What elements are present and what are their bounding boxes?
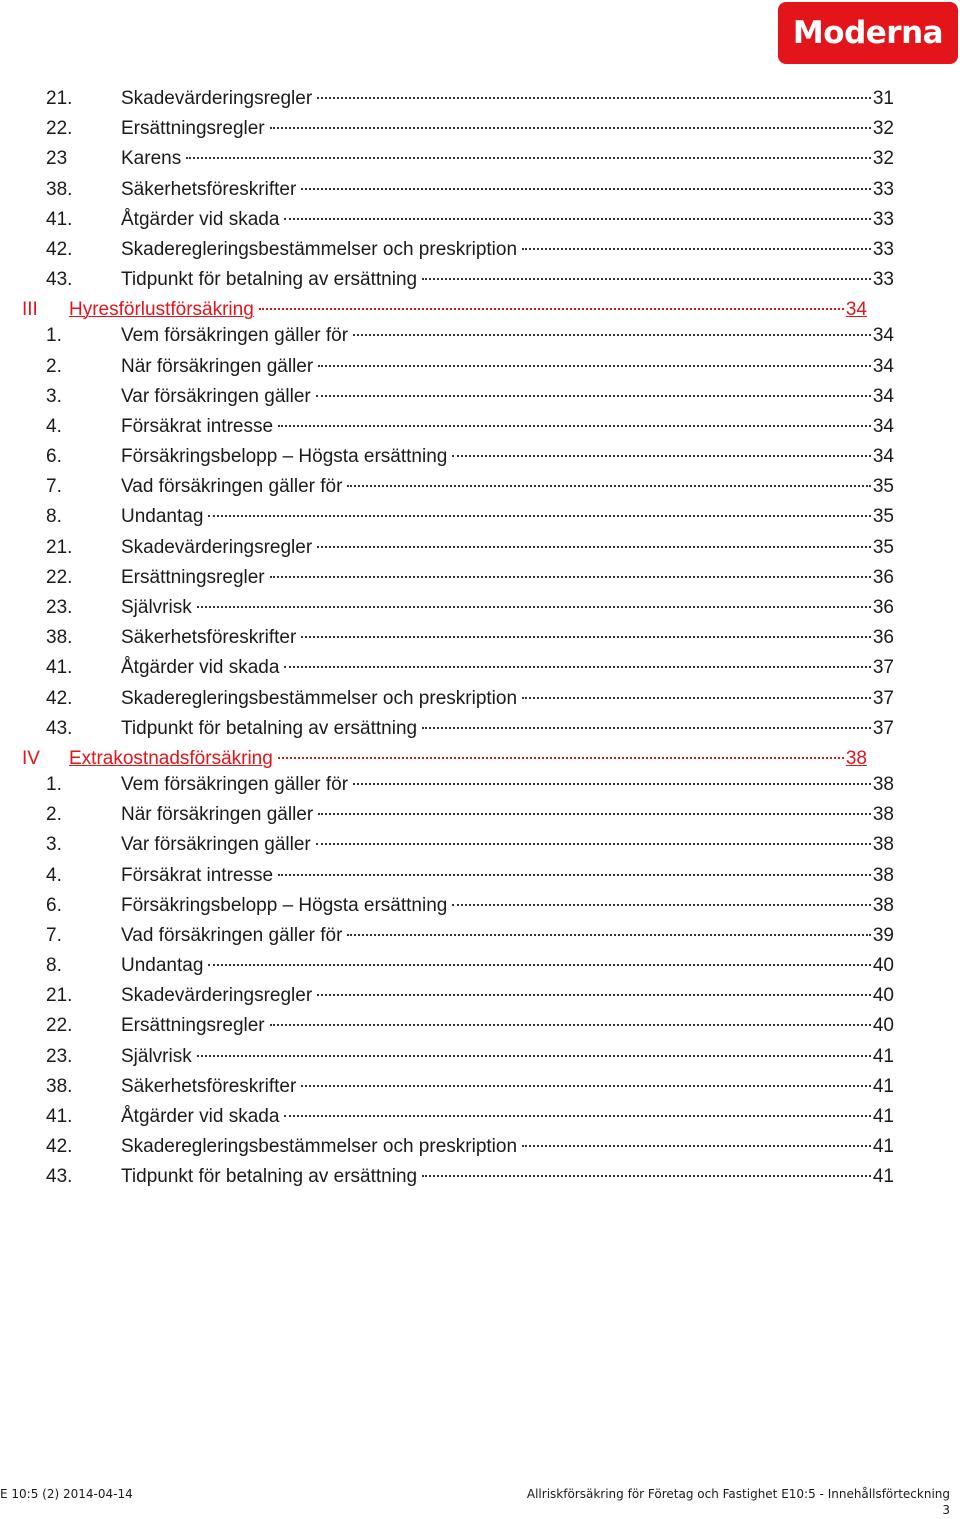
toc-entry-page: 34 (872, 446, 894, 468)
toc-entry-link[interactable] (0, 205, 960, 235)
toc-dot-leader (270, 1024, 871, 1026)
toc-entry-number: 8. (46, 506, 62, 528)
toc-entry-line (121, 205, 894, 235)
toc-entry-number: 38. (46, 1075, 73, 1097)
toc-entry-number: 38. (46, 627, 73, 649)
toc-dot-leader (353, 783, 871, 785)
toc-entry-page: 35 (872, 536, 894, 558)
toc-entry-line (121, 800, 894, 830)
toc-entry-link[interactable] (0, 472, 960, 502)
toc-entry-line (121, 1102, 894, 1132)
toc-entry-number: 4. (46, 864, 62, 886)
toc-dot-leader (318, 365, 871, 367)
toc-dot-leader (284, 218, 870, 220)
toc-dot-leader (270, 576, 871, 578)
toc-entry-line (121, 114, 894, 144)
toc-entry-link[interactable] (0, 352, 960, 382)
toc-entry-page: 39 (872, 924, 894, 946)
toc-entry-number: 42. (46, 1136, 73, 1158)
toc-entry-line (121, 84, 894, 114)
toc-entry-title: Vem försäkringen gäller för (121, 773, 349, 795)
toc-entry-title: Åtgärder vid skada (121, 208, 280, 230)
toc-dot-leader (347, 934, 870, 936)
toc-entry-line (121, 714, 894, 744)
toc-entry-line (121, 770, 894, 800)
toc-entry-title: Skaderegleringsbestämmelser och preskription (121, 687, 518, 709)
toc-entry-number: 42. (46, 687, 73, 709)
toc-entry-number: 43. (46, 717, 73, 739)
toc-dot-leader (316, 843, 871, 845)
toc-entry-number: 7. (46, 476, 62, 498)
toc-entry-number: 1. (46, 773, 62, 795)
toc-entry-link[interactable] (0, 563, 960, 593)
toc-entry-page: 33 (872, 178, 894, 200)
toc-entry-link[interactable] (0, 1162, 960, 1192)
toc-entry-title: Åtgärder vid skada (121, 657, 280, 679)
toc-entry-number: 6. (46, 894, 62, 916)
toc-entry-page: 38 (872, 864, 894, 886)
toc-dot-leader (284, 1115, 870, 1117)
toc-entry-title: Extrakostnadsförsäkring (69, 747, 273, 769)
toc-dot-leader (278, 874, 871, 876)
toc-entry-number: 1. (46, 325, 62, 347)
toc-entry-page: 41 (872, 1075, 894, 1097)
toc-entry-number: 4. (46, 415, 62, 437)
toc-entry-link[interactable] (0, 684, 960, 714)
toc-entry-title: Ersättningsregler (121, 118, 265, 140)
toc-dot-leader (197, 1055, 871, 1057)
toc-entry-number: 41. (46, 208, 73, 230)
toc-entry-title: Säkerhetsföreskrifter (121, 178, 297, 200)
toc-entry-page: 34 (872, 385, 894, 407)
toc-dot-leader (284, 666, 870, 668)
toc-dot-leader (316, 395, 871, 397)
toc-entry-link[interactable] (0, 1042, 960, 1072)
toc-entry-line (121, 1042, 894, 1072)
toc-entry-line (121, 593, 894, 623)
toc-entry-number: 8. (46, 955, 62, 977)
toc-dot-leader (278, 757, 844, 759)
toc-entry-link[interactable] (0, 981, 960, 1011)
toc-entry-link[interactable] (0, 1011, 960, 1041)
toc-entry-link[interactable] (0, 235, 960, 265)
toc-entry-link[interactable] (0, 951, 960, 981)
toc-entry-link[interactable] (0, 770, 960, 800)
toc-entry-link[interactable] (0, 921, 960, 951)
toc-entry-line (121, 623, 894, 653)
toc-entry-page: 34 (872, 415, 894, 437)
toc-entry-page: 36 (872, 597, 894, 618)
toc-entry-title: Försäkringsbelopp – Högsta ersättning (121, 446, 448, 468)
toc-entry-title: Skaderegleringsbestämmelser och preskription (121, 238, 518, 260)
toc-entry-title: Undantag (121, 506, 204, 528)
toc-entry-page: 33 (872, 269, 894, 291)
toc-entry-link[interactable] (0, 1072, 960, 1102)
toc-entry-line (121, 265, 894, 295)
toc-entry-page: 35 (872, 476, 894, 498)
toc-dot-leader (522, 1145, 871, 1147)
toc-entry-page: 38 (872, 894, 894, 916)
toc-entry-title: Självrisk (121, 1045, 192, 1067)
toc-entry-number: 21. (46, 985, 73, 1007)
toc-entry-line (121, 1011, 894, 1041)
toc-entry-line (121, 175, 894, 205)
toc-entry-title: Tidpunkt för betalning av ersättning (121, 269, 418, 291)
toc-entry-title: Skaderegleringsbestämmelser och preskription (121, 1136, 518, 1158)
toc-entry-title: Ersättningsregler (121, 1015, 265, 1037)
toc-entry-link[interactable] (0, 593, 960, 623)
toc-dot-leader (301, 1085, 871, 1087)
toc-entry-line (121, 321, 894, 351)
toc-entry-page: 32 (872, 118, 894, 140)
toc-entry-title: Skadevärderingsregler (121, 536, 313, 558)
toc-entry-page: 40 (872, 1015, 894, 1037)
toc-entry-link[interactable] (0, 144, 960, 174)
toc-dot-leader (301, 188, 871, 190)
toc-entry-title: När försäkringen gäller (121, 355, 314, 377)
toc-entry-page: 34 (845, 299, 867, 321)
toc-entry-line (121, 653, 894, 683)
toc-entry-page: 38 (872, 773, 894, 795)
toc-entry-number: 22. (46, 1015, 73, 1037)
toc-entry-title: Tidpunkt för betalning av ersättning (121, 717, 418, 739)
toc-dot-leader (422, 727, 871, 729)
footer-document-title: Allriskförsäkring för Företag och Fastighet E10:5 - Innehållsförteckning (526, 1487, 950, 1501)
toc-entry-title: Vem försäkringen gäller för (121, 325, 349, 347)
toc-dot-leader (186, 157, 871, 159)
toc-entry-line (121, 442, 894, 472)
toc-entry-page: 32 (872, 148, 894, 170)
toc-entry-title: Karens (121, 148, 182, 170)
toc-entry-number: 22. (46, 118, 73, 140)
toc-dot-leader (270, 127, 871, 129)
toc-entry-page: 41 (872, 1136, 894, 1158)
toc-entry-link[interactable] (0, 1102, 960, 1132)
toc-entry-number: 21. (46, 88, 73, 109)
toc-entry-line (121, 1072, 894, 1102)
toc-entry-link[interactable] (0, 800, 960, 830)
toc-entry-number: 6. (46, 446, 62, 468)
toc-entry-title: Var försäkringen gäller (121, 385, 311, 407)
toc-entry-link[interactable] (0, 114, 960, 144)
toc-entry-title: Säkerhetsföreskrifter (121, 627, 297, 649)
toc-entry-line (121, 1132, 894, 1162)
toc-entry-link[interactable] (0, 175, 960, 205)
page-number: 3 (942, 1503, 950, 1517)
toc-entry-page: 37 (872, 687, 894, 709)
toc-entry-title: Skadevärderingsregler (121, 985, 313, 1007)
toc-entry-number: 2. (46, 804, 62, 826)
toc-entry-number: 23. (46, 597, 73, 618)
toc-entry-line (121, 861, 894, 891)
toc-entry-page: 40 (872, 985, 894, 1007)
toc-entry-title: Skadevärderingsregler (121, 88, 313, 109)
toc-entry-link[interactable] (0, 412, 960, 442)
toc-dot-leader (259, 308, 844, 310)
toc-entry-page: 38 (845, 747, 867, 769)
toc-dot-leader (452, 904, 871, 906)
toc-entry-page: 35 (872, 506, 894, 528)
toc-dot-leader (318, 813, 871, 815)
toc-entry-page: 33 (872, 208, 894, 230)
toc-entry-line (121, 144, 894, 174)
footer-document-code: E 10:5 (2) 2014-04-14 (0, 1487, 133, 1501)
toc-entry-line (121, 235, 894, 265)
toc-entry-link[interactable] (0, 265, 960, 295)
toc-entry-number: IV (22, 747, 40, 769)
toc-entry-line (121, 684, 894, 714)
toc-dot-leader (208, 515, 870, 517)
toc-entry-line (121, 412, 894, 442)
toc-entry-number: 22. (46, 566, 73, 588)
toc-entry-number: III (22, 299, 38, 321)
toc-entry-title: Självrisk (121, 597, 192, 618)
toc-dot-leader (278, 425, 871, 427)
toc-entry-line (121, 563, 894, 593)
toc-entry-number: 7. (46, 924, 62, 946)
toc-entry-line (121, 502, 894, 532)
toc-entry-line (121, 981, 894, 1011)
toc-entry-link[interactable] (0, 533, 960, 563)
toc-entry-number: 3. (46, 834, 62, 856)
toc-entry-link[interactable] (0, 1132, 960, 1162)
toc-entry-line (121, 921, 894, 951)
toc-entry-page: 34 (872, 355, 894, 377)
toc-dot-leader (353, 334, 871, 336)
toc-entry-page: 37 (872, 717, 894, 739)
toc-entry-line (121, 830, 894, 860)
toc-entry-title: Vad försäkringen gäller för (121, 924, 343, 946)
toc-entry-link[interactable] (0, 502, 960, 532)
toc-entry-line (121, 951, 894, 981)
toc-entry-line (121, 1162, 894, 1192)
toc-entry-page: 41 (872, 1166, 894, 1188)
toc-entry-number: 43. (46, 269, 73, 291)
toc-entry-line (121, 352, 894, 382)
toc-entry-line (121, 533, 894, 563)
toc-entry-link[interactable] (0, 84, 960, 114)
toc-dot-leader (522, 697, 871, 699)
toc-dot-leader (452, 455, 871, 457)
toc-dot-leader (197, 606, 871, 608)
toc-entry-link[interactable] (0, 830, 960, 860)
toc-section-link[interactable] (0, 744, 960, 770)
toc-entry-line (121, 891, 894, 921)
toc-dot-leader (422, 1175, 871, 1177)
toc-entry-link[interactable] (0, 321, 960, 351)
toc-entry-number: 38. (46, 178, 73, 200)
toc-entry-number: 21. (46, 536, 73, 558)
toc-entry-number: 43. (46, 1166, 73, 1188)
toc-entry-page: 33 (872, 238, 894, 260)
toc-entry-page: 41 (872, 1045, 894, 1067)
toc-entry-number: 42. (46, 238, 73, 260)
toc-entry-page: 31 (872, 88, 894, 109)
toc-section-link[interactable] (0, 295, 960, 321)
toc-entry-page: 34 (872, 325, 894, 347)
toc-entry-title: Tidpunkt för betalning av ersättning (121, 1166, 418, 1188)
toc-entry-line (121, 472, 894, 502)
toc-entry-title: Försäkrat intresse (121, 864, 274, 886)
toc-entry-page: 38 (872, 834, 894, 856)
moderna-logo (778, 2, 958, 64)
toc-entry-number: 2. (46, 355, 62, 377)
toc-dot-leader (317, 546, 871, 548)
toc-entry-number: 23. (46, 1045, 73, 1067)
toc-entry-title: Ersättningsregler (121, 566, 265, 588)
toc-entry-link[interactable] (0, 714, 960, 744)
toc-entry-title: Undantag (121, 955, 204, 977)
toc-entry-title: Försäkrat intresse (121, 415, 274, 437)
toc-entry-link[interactable] (0, 382, 960, 412)
toc-entry-title: Åtgärder vid skada (121, 1106, 280, 1127)
toc-entry-number: 41. (46, 1106, 73, 1127)
toc-dot-leader (317, 97, 871, 99)
toc-entry-title: När försäkringen gäller (121, 804, 314, 826)
toc-entry-link[interactable] (0, 442, 960, 472)
toc-entry-page: 40 (872, 955, 894, 977)
toc-entry-link[interactable] (0, 623, 960, 653)
toc-dot-leader (347, 485, 870, 487)
toc-dot-leader (301, 636, 871, 638)
toc-entry-line (121, 382, 894, 412)
toc-entry-title: Vad försäkringen gäller för (121, 476, 343, 498)
toc-entry-number: 41. (46, 657, 73, 679)
toc-entry-link[interactable] (0, 653, 960, 683)
toc-entry-page: 36 (872, 566, 894, 588)
logo-text: Moderna (792, 15, 944, 51)
toc-entry-title: Var försäkringen gäller (121, 834, 311, 856)
toc-entry-number: 3. (46, 385, 62, 407)
toc-entry-title: Säkerhetsföreskrifter (121, 1075, 297, 1097)
toc-dot-leader (208, 964, 870, 966)
toc-entry-link[interactable] (0, 861, 960, 891)
toc-entry-number: 23 (46, 148, 68, 170)
toc-entry-page: 37 (872, 657, 894, 679)
table-of-contents (0, 84, 960, 1193)
toc-dot-leader (522, 248, 871, 250)
toc-dot-leader (317, 994, 871, 996)
toc-entry-link[interactable] (0, 891, 960, 921)
toc-entry-title: Hyresförlustförsäkring (69, 299, 254, 321)
toc-entry-page: 36 (872, 627, 894, 649)
toc-entry-title: Försäkringsbelopp – Högsta ersättning (121, 894, 448, 916)
toc-dot-leader (422, 278, 871, 280)
toc-entry-page: 38 (872, 804, 894, 826)
toc-entry-page: 41 (872, 1106, 894, 1127)
